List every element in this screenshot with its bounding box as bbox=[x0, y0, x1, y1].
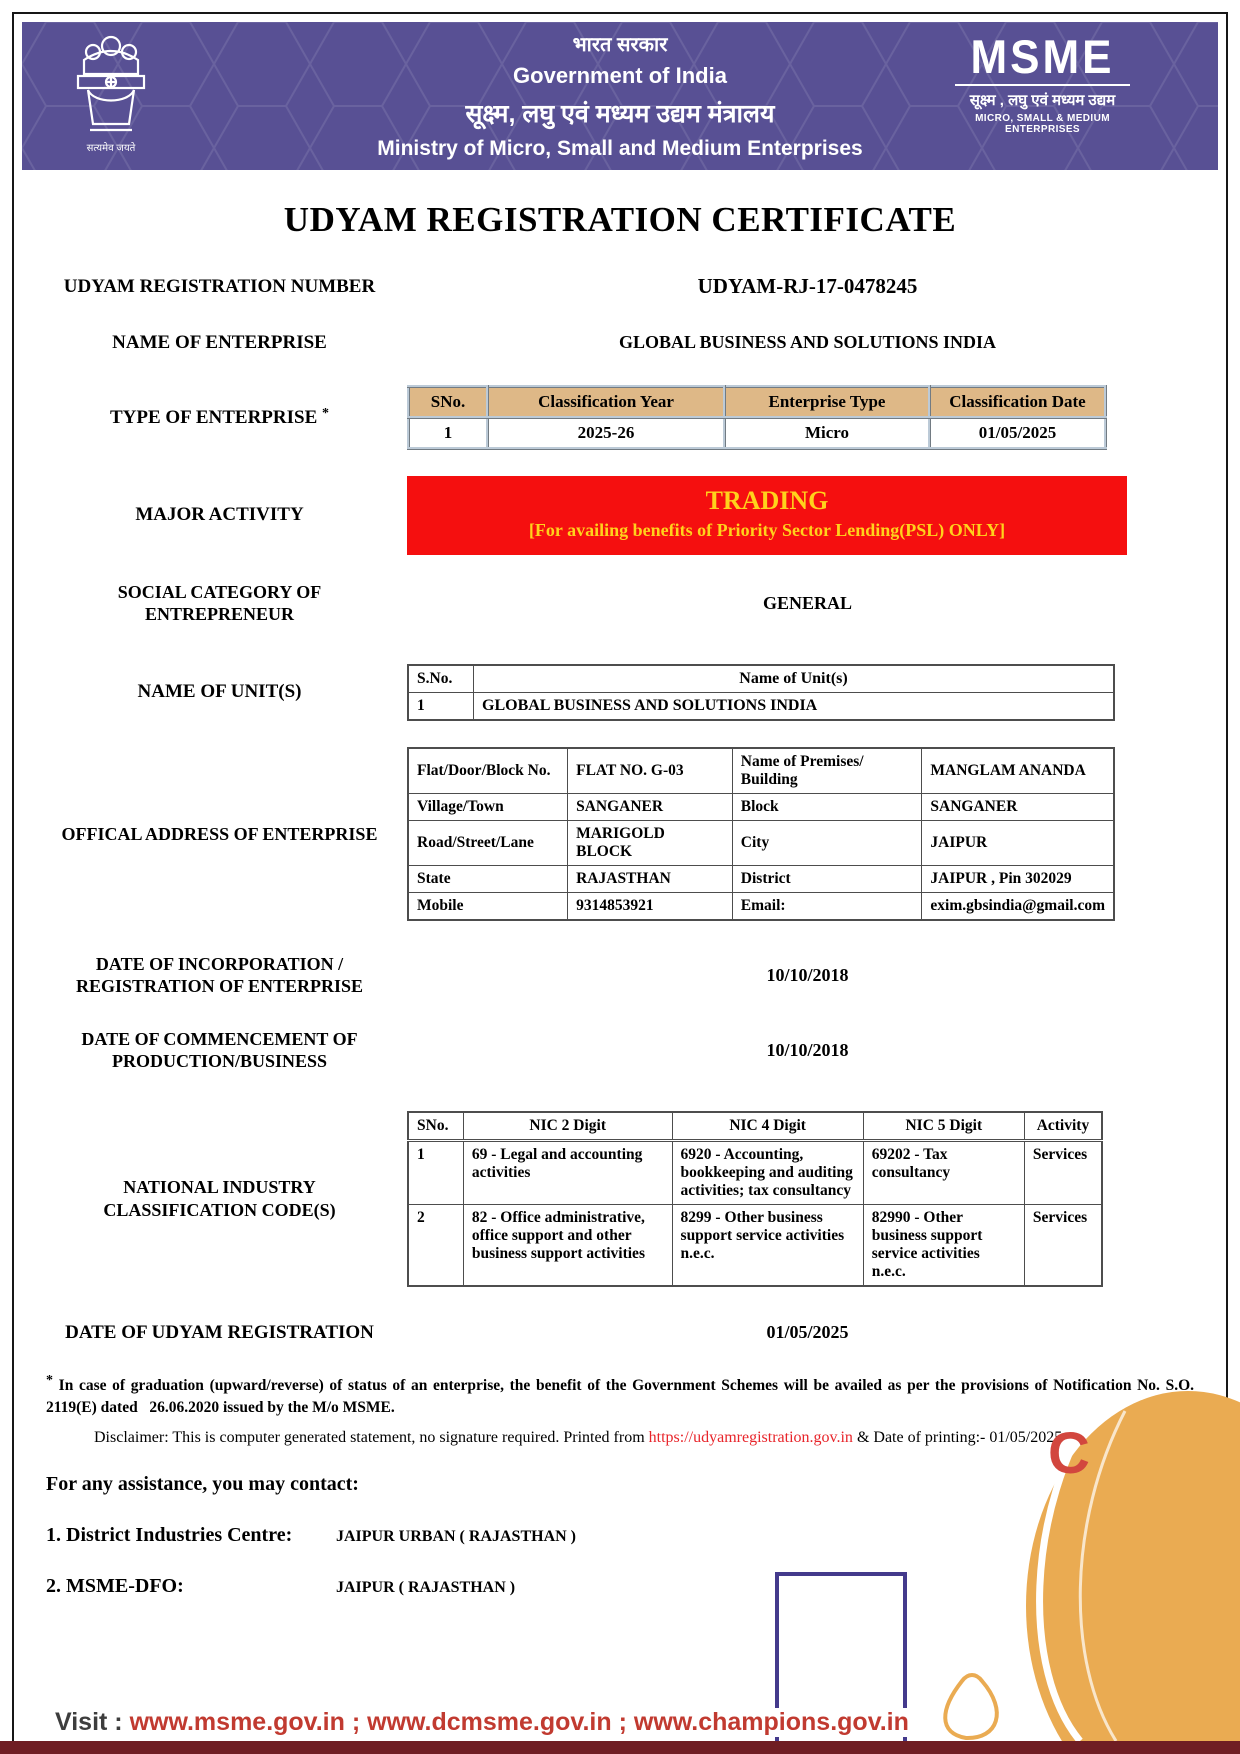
enterprise-type-label bbox=[32, 405, 407, 430]
dic-value: JAIPUR URBAN ( RAJASTHAN ) bbox=[336, 1528, 576, 1546]
cell-unit-name: GLOBAL BUSINESS AND SOLUTIONS INDIA bbox=[474, 692, 1115, 720]
cell-activity: Services bbox=[1024, 1140, 1102, 1204]
nic-content bbox=[407, 1111, 1208, 1287]
enterprise-type-row bbox=[32, 385, 1208, 450]
disclaimer-suffix: & Date of printing:- 01/05/2025 bbox=[852, 1429, 1063, 1447]
address-table-row bbox=[408, 820, 1114, 865]
govt-of-india: Government of India bbox=[513, 63, 727, 88]
enterprise-type-content bbox=[407, 385, 1208, 450]
major-activity-row bbox=[32, 476, 1208, 555]
col-header: S.No. bbox=[408, 665, 474, 693]
major-activity-label: MAJOR ACTIVITY bbox=[135, 504, 304, 526]
units-label: NAME OF UNIT(S) bbox=[137, 681, 302, 703]
govt-of-india-hindi: भारत सरकार bbox=[572, 34, 668, 56]
major-activity-note: [For availing benefits of Priority Sector Lending(PSL) ONLY] bbox=[528, 519, 1006, 540]
col-header: Classification Year bbox=[488, 386, 725, 417]
major-activity-value: TRADING bbox=[705, 485, 829, 515]
cell-label: State bbox=[408, 865, 568, 892]
cell-label: City bbox=[732, 820, 922, 865]
nic-label-line2: CLASSIFICATION CODE(S) bbox=[103, 1199, 336, 1220]
incorporation-date-label bbox=[32, 953, 407, 998]
nic-data-row bbox=[408, 1140, 1102, 1204]
type-asterisk: * bbox=[322, 405, 330, 421]
cell-value: SANGANER bbox=[568, 793, 733, 820]
government-banner bbox=[22, 22, 1218, 170]
urn-row bbox=[32, 274, 1208, 299]
bottom-maroon-bar bbox=[0, 1741, 1240, 1754]
commencement-label-line2: PRODUCTION/BUSINESS bbox=[111, 1051, 328, 1072]
cell-value: JAIPUR , Pin 302029 bbox=[922, 865, 1114, 892]
visit-separator: ; bbox=[351, 1708, 361, 1736]
commencement-date-value: 10/10/2018 bbox=[766, 1039, 849, 1060]
social-category-row bbox=[32, 581, 1208, 626]
urn-label: UDYAM REGISTRATION NUMBER bbox=[63, 275, 376, 297]
cell-value: SANGANER bbox=[922, 793, 1114, 820]
msme-logo-word: MSME bbox=[970, 31, 1115, 84]
cell-value: 9314853921 bbox=[568, 892, 733, 920]
cell-value: RAJASTHAN bbox=[568, 865, 733, 892]
cell-sno: 1 bbox=[408, 692, 474, 720]
address-table-row bbox=[408, 865, 1114, 892]
cell-label: Flat/Door/Block No. bbox=[408, 748, 568, 794]
cell-sno: 1 bbox=[409, 417, 488, 448]
incorporation-label-line2: REGISTRATION OF ENTERPRISE bbox=[75, 976, 364, 997]
udyam-registration-link[interactable]: https://udyamregistration.gov.in bbox=[648, 1429, 853, 1447]
ministry-english: Ministry of Micro, Small and Medium Enterprises bbox=[377, 137, 863, 160]
col-header: NIC 4 Digit bbox=[672, 1112, 863, 1141]
incorporation-date-value: 10/10/2018 bbox=[766, 964, 849, 985]
units-content bbox=[407, 664, 1208, 721]
address-content bbox=[407, 747, 1208, 921]
units-row bbox=[32, 664, 1208, 721]
cell-value: JAIPUR bbox=[922, 820, 1114, 865]
cell-sno: 2 bbox=[408, 1204, 463, 1286]
udyam-date-value: 01/05/2025 bbox=[766, 1322, 849, 1343]
cell-label: Road/Street/Lane bbox=[408, 820, 568, 865]
msme-logo-hindi: सूक्ष्म , लघु एवं मध्यम उद्यम bbox=[955, 84, 1130, 110]
social-category-label bbox=[32, 581, 407, 626]
nic-label bbox=[32, 1176, 407, 1221]
cell-nic2: 69 - Legal and accounting activities bbox=[463, 1140, 672, 1204]
address-table-row bbox=[408, 892, 1114, 920]
msme-logo-english: MICRO, SMALL & MEDIUM ENTERPRISES bbox=[975, 113, 1110, 135]
msme-dfo-value: JAIPUR ( RAJASTHAN ) bbox=[336, 1579, 516, 1597]
col-header: NIC 5 Digit bbox=[863, 1112, 1024, 1141]
cell-date: 01/05/2025 bbox=[930, 417, 1106, 448]
col-header: NIC 2 Digit bbox=[463, 1112, 672, 1141]
cell-value: MARIGOLD BLOCK bbox=[568, 820, 733, 865]
enterprise-name-label: NAME OF ENTERPRISE bbox=[112, 332, 327, 353]
footnote-text: In case of graduation (upward/reverse) of status of an enterprise, the benefit of the Government Schemes will be availed as per the provisions of Notification No. S.O. 2119(E) dated 26.06.2020 issued by the M/o MSME. bbox=[46, 1376, 1195, 1416]
classification-data-row bbox=[409, 417, 1106, 448]
address-row bbox=[32, 747, 1208, 921]
social-category-label-line1: SOCIAL CATEGORY OF bbox=[117, 581, 322, 602]
udyam-date-row bbox=[32, 1321, 1208, 1345]
cell-label: Block bbox=[732, 793, 922, 820]
udyam-date-label: DATE OF UDYAM REGISTRATION bbox=[65, 1321, 374, 1343]
satyameva-jayate-text: सत्यमेव जयते bbox=[86, 143, 136, 154]
commencement-date-label bbox=[32, 1028, 407, 1073]
ministry-hindi: सूक्ष्म, लघु एवं मध्यम उद्यम मंत्रालय bbox=[465, 100, 775, 128]
urn-value: UDYAM-RJ-17-0478245 bbox=[697, 274, 918, 298]
visit-label: Visit : bbox=[55, 1708, 123, 1736]
cell-value: MANGLAM ANANDA bbox=[922, 748, 1114, 794]
nic-row bbox=[32, 1111, 1208, 1287]
incorporation-date-row bbox=[32, 953, 1208, 998]
classification-header-row bbox=[409, 386, 1106, 417]
enterprise-type-label-text: TYPE OF ENTERPRISE bbox=[109, 406, 318, 428]
major-activity-content bbox=[407, 476, 1208, 555]
cell-nic5: 82990 - Other business support service activities n.e.c. bbox=[863, 1204, 1024, 1286]
enterprise-name-value: GLOBAL BUSINESS AND SOLUTIONS INDIA bbox=[618, 332, 997, 353]
cell-label: District bbox=[732, 865, 922, 892]
msme-gov-link[interactable]: www.msme.gov.in bbox=[129, 1708, 345, 1736]
social-category-value: GENERAL bbox=[762, 592, 852, 613]
cell-type: Micro bbox=[725, 417, 930, 448]
cell-sno: 1 bbox=[408, 1140, 463, 1204]
col-header: Activity bbox=[1024, 1112, 1102, 1141]
address-label: OFFICAL ADDRESS OF ENTERPRISE bbox=[61, 823, 378, 844]
nic-header-row bbox=[408, 1112, 1102, 1141]
cell-nic4: 8299 - Other business support service activities n.e.c. bbox=[672, 1204, 863, 1286]
col-header: Enterprise Type bbox=[725, 386, 930, 417]
address-table-row bbox=[408, 793, 1114, 820]
cell-nic2: 82 - Office administrative, office support and other business support activities bbox=[463, 1204, 672, 1286]
champions-rocket-graphic bbox=[920, 1381, 1240, 1741]
cell-label: Email: bbox=[732, 892, 922, 920]
assistance-heading: For any assistance, you may contact: bbox=[46, 1473, 359, 1496]
cell-label: Village/Town bbox=[408, 793, 568, 820]
col-header: SNo. bbox=[409, 386, 488, 417]
cell-activity: Services bbox=[1024, 1204, 1102, 1286]
col-header: Classification Date bbox=[930, 386, 1106, 417]
certificate-title: UDYAM REGISTRATION CERTIFICATE bbox=[283, 200, 957, 239]
social-category-label-line2: ENTREPRENEUR bbox=[144, 604, 295, 625]
nic-label-line1: NATIONAL INDUSTRY bbox=[123, 1177, 316, 1198]
cell-value: exim.gbsindia@gmail.com bbox=[922, 892, 1114, 920]
champions-gov-link[interactable]: www.champions.gov.in bbox=[633, 1708, 909, 1736]
svg-text:C: C bbox=[1048, 1421, 1090, 1486]
cell-label: Name of Premises/ Building bbox=[732, 748, 922, 794]
major-activity-banner bbox=[407, 476, 1127, 555]
cell-nic5: 69202 - Tax consultancy bbox=[863, 1140, 1024, 1204]
visit-links-line bbox=[55, 1708, 909, 1737]
dcmsme-gov-link[interactable]: www.dcmsme.gov.in bbox=[367, 1708, 612, 1736]
nic-data-row bbox=[408, 1204, 1102, 1286]
cell-nic4: 6920 - Accounting, bookkeeping and auditing activities; tax consultancy bbox=[672, 1140, 863, 1204]
address-table-row bbox=[408, 748, 1114, 794]
col-header: SNo. bbox=[408, 1112, 463, 1141]
address-table bbox=[407, 747, 1115, 921]
units-data-row bbox=[408, 692, 1114, 720]
cell-value: FLAT NO. G-03 bbox=[568, 748, 733, 794]
nic-table bbox=[407, 1111, 1103, 1287]
units-table bbox=[407, 664, 1115, 721]
col-header: Name of Unit(s) bbox=[474, 665, 1115, 693]
cell-year: 2025-26 bbox=[488, 417, 725, 448]
disclaimer-prefix: Disclaimer: This is computer generated statement, no signature required. Printed from bbox=[94, 1429, 649, 1447]
incorporation-label-line1: DATE OF INCORPORATION / bbox=[95, 953, 344, 974]
commencement-label-line1: DATE OF COMMENCEMENT OF bbox=[81, 1028, 358, 1049]
commencement-date-row bbox=[32, 1028, 1208, 1073]
cell-label: Mobile bbox=[408, 892, 568, 920]
units-header-row bbox=[408, 665, 1114, 693]
msme-logo bbox=[955, 31, 1130, 135]
enterprise-name-row bbox=[32, 331, 1208, 355]
visit-separator: ; bbox=[618, 1708, 627, 1736]
classification-table bbox=[407, 385, 1107, 450]
dic-label: 1. District Industries Centre: bbox=[46, 1524, 293, 1547]
msme-dfo-label: 2. MSME-DFO: bbox=[46, 1575, 184, 1598]
footnote-asterisk: * bbox=[46, 1372, 53, 1388]
